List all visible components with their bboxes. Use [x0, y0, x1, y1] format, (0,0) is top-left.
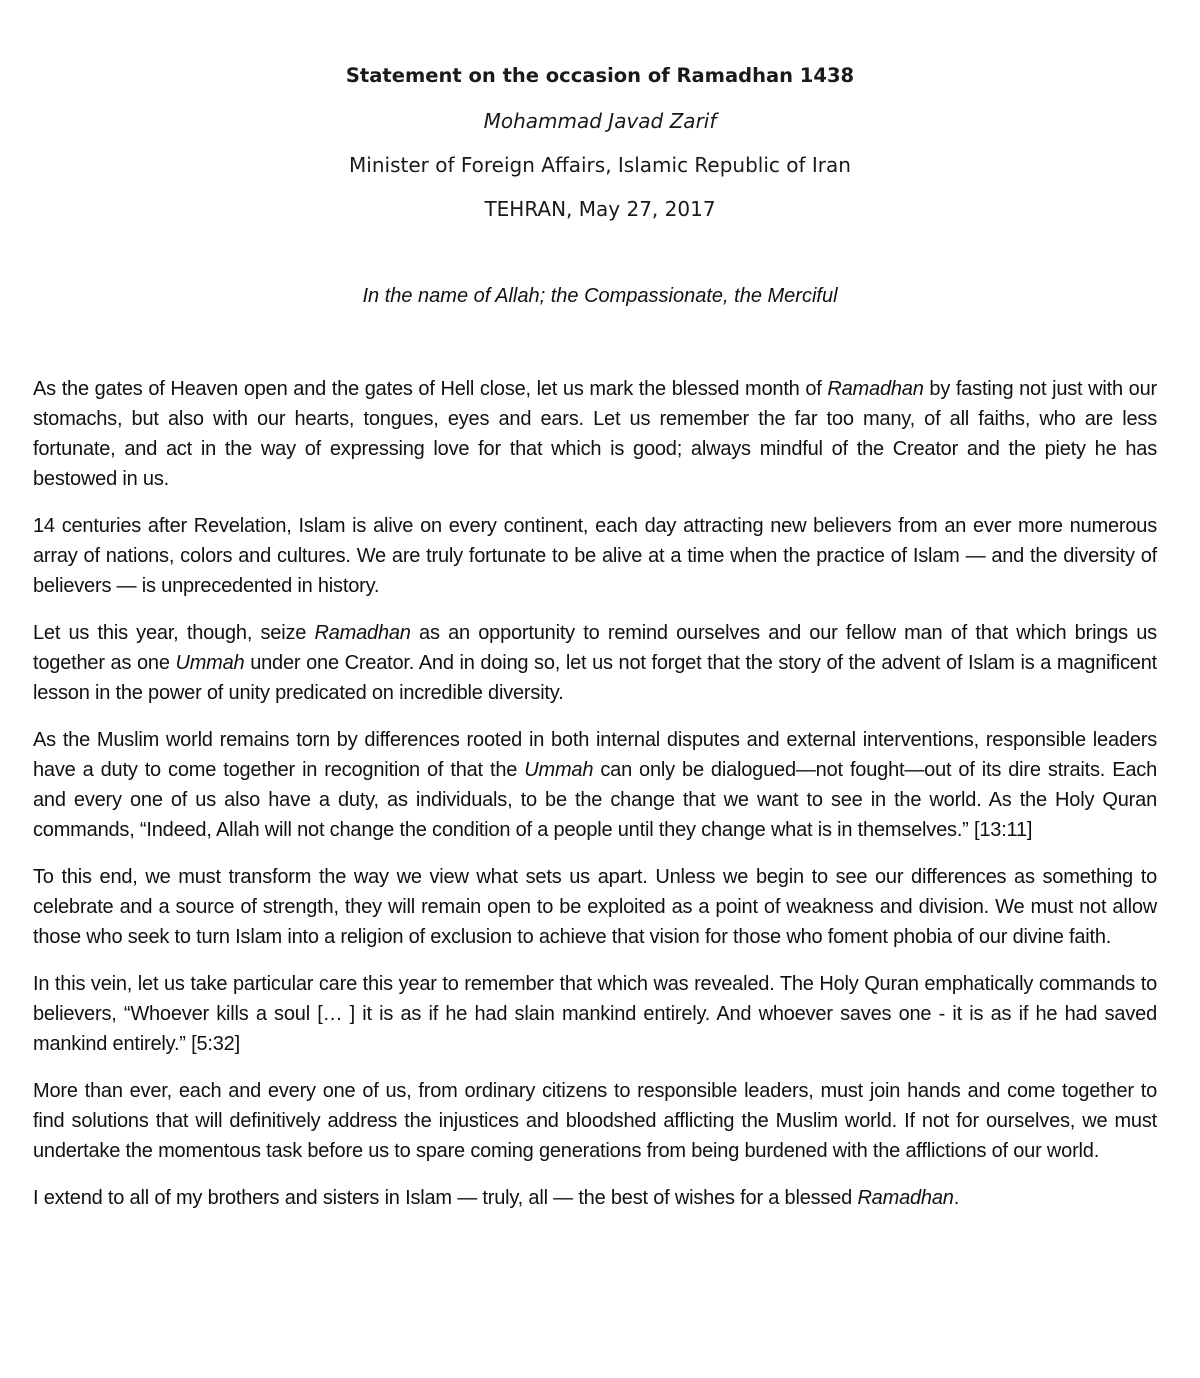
dateline: TEHRAN, May 27, 2017: [484, 197, 716, 221]
author-name: Mohammad Javad Zarif: [483, 109, 717, 133]
paragraph-5: To this end, we must transform the way we view what sets us apart. Unless we begin to see our differences as something to celebrate and a source of strength, they will remain open to be exploited as a point of weakness and division. We must not allow those who seek to turn Islam into a religion of exclusion to achieve that vision for those who foment phobia of our divine faith.: [33, 866, 1157, 948]
invocation: In the name of Allah; the Compassionate, the Merciful: [362, 285, 838, 307]
statement-body: [33, 374, 1157, 1230]
paragraph-4: As the Muslim world remains torn by differences rooted in both internal disputes and external interventions, responsible leaders have a duty to come together in recognition of that the Ummah can only be dialogued—not fought—out of its dire straits. Each and every one of us also have a duty, as individuals, to be the change that we want to see in the world. As the Holy Quran commands, “Indeed, Allah will not change the condition of a people until they change what is in themselves.” [13:11]: [33, 729, 1157, 841]
paragraph-8: I extend to all of my brothers and sisters in Islam — truly, all — the best of wishes for a blessed Ramadhan.: [33, 1187, 960, 1209]
author-role: Minister of Foreign Affairs, Islamic Republic of Iran: [349, 153, 851, 177]
paragraph-6: In this vein, let us take particular care this year to remember that which was revealed. The Holy Quran emphatically commands to believers, “Whoever kills a soul [… ] it is as if he had slain mankind entirely. And whoever saves one - it is as if he had saved mankind entirely.” [5:32]: [33, 973, 1157, 1055]
paragraph-1: As the gates of Heaven open and the gates of Hell close, let us mark the blessed month of Ramadhan by fasting not just with our stomachs, but also with our hearts, tongues, eyes and ears. Let us remember the far too many, of all faiths, who are less fortunate, and act in the way of expressing love for that which is good; always mindful of the Creator and the piety he has bestowed in us.: [33, 378, 1157, 490]
document-title: Statement on the occasion of Ramadhan 1438: [345, 64, 855, 87]
paragraph-2: 14 centuries after Revelation, Islam is alive on every continent, each day attracting new believers from an ever more numerous array of nations, colors and cultures. We are truly fortunate to be alive at a time when the practice of Islam — and the diversity of believers — is unprecedented in history.: [33, 515, 1157, 597]
paragraph-3: Let us this year, though, seize Ramadhan as an opportunity to remind ourselves and our fellow man of that which brings us together as one Ummah under one Creator. And in doing so, let us not forget that the story of the advent of Islam is a magnificent lesson in the power of unity predicated on incredible diversity.: [33, 622, 1157, 704]
paragraph-7: More than ever, each and every one of us, from ordinary citizens to responsible leaders, must join hands and come together to find solutions that will definitively address the injustices and bloodshed afflicting the Muslim world. If not for ourselves, we must undertake the momentous task before us to spare coming generations from being burdened with the afflictions of our world.: [33, 1080, 1157, 1162]
